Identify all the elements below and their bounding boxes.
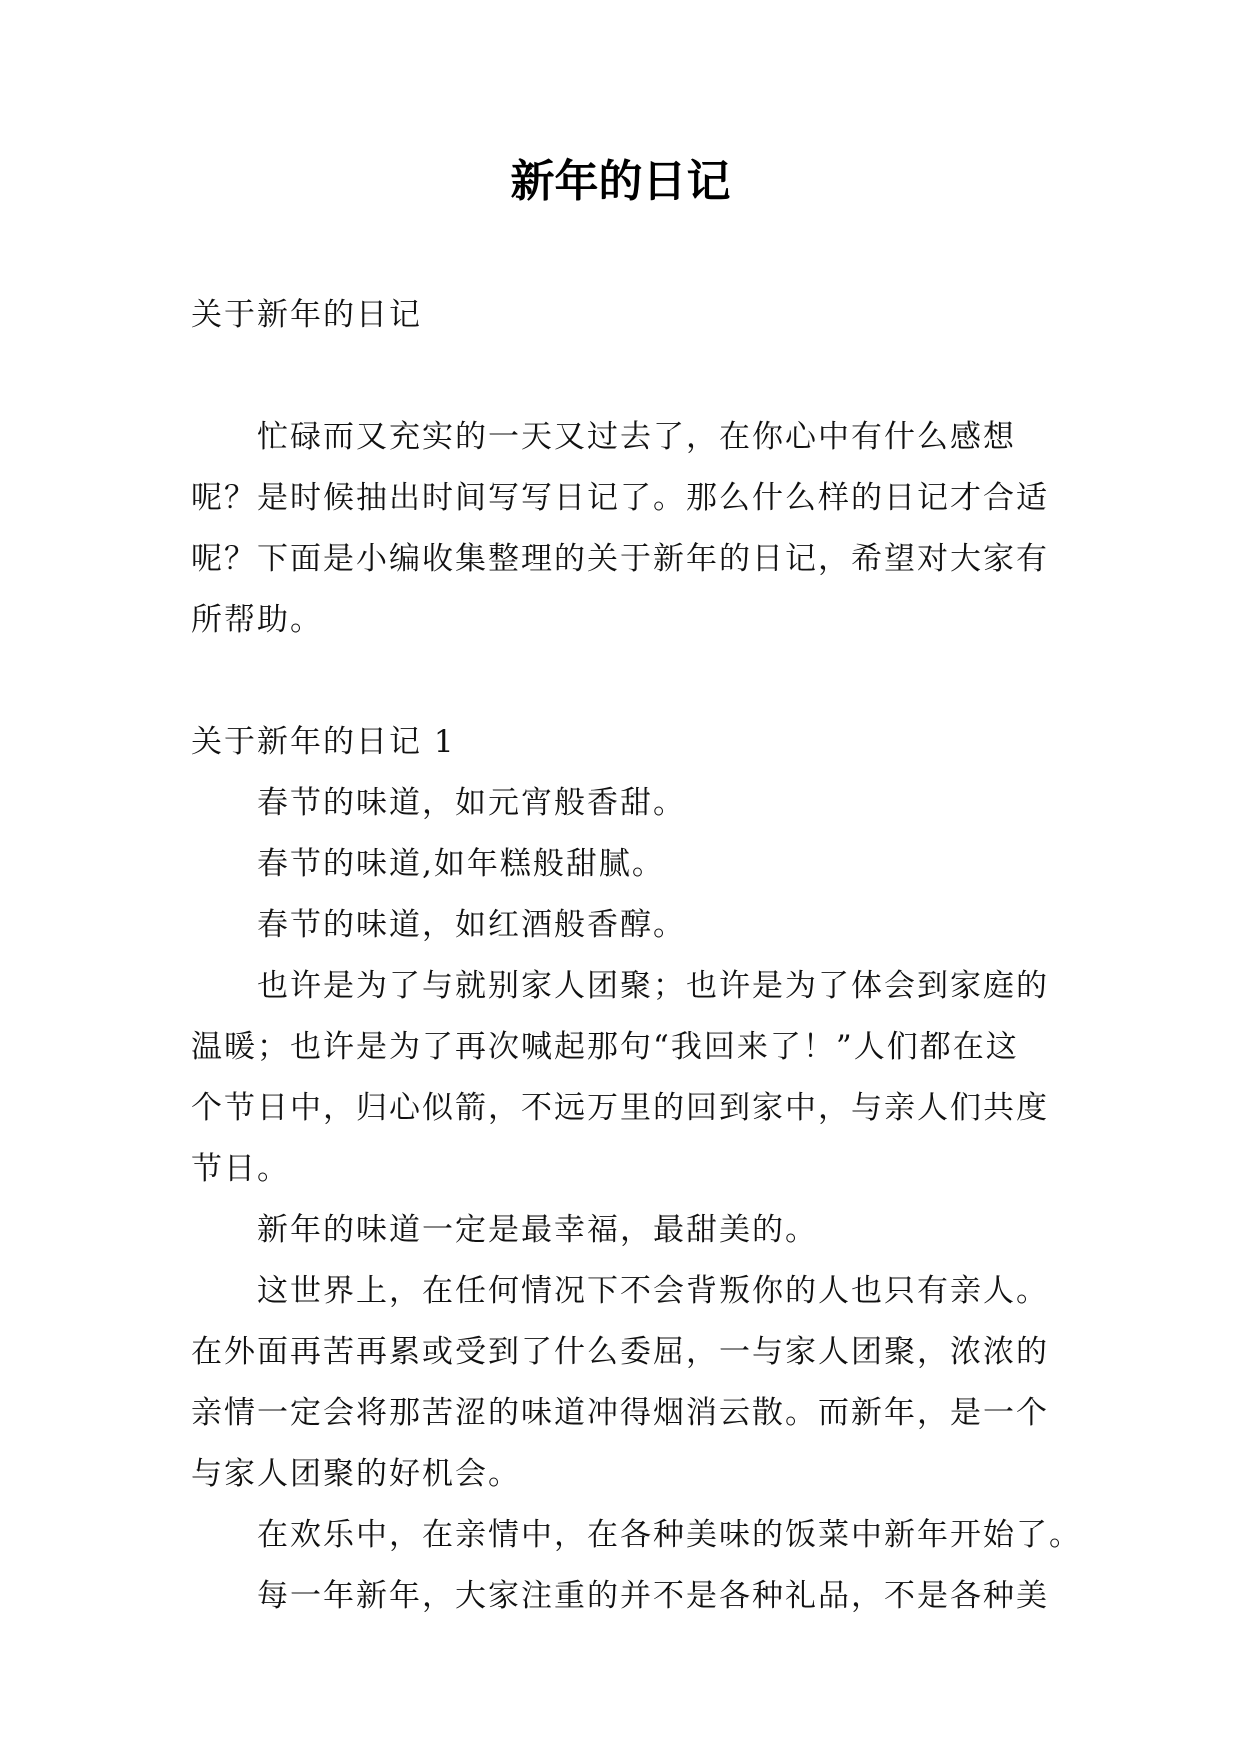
paragraph-line: 温暖；也许是为了再次喊起那句“我回来了！”人们都在这: [191, 1029, 1019, 1065]
paragraph-line: 亲情一定会将那苦涩的味道冲得烟消云散。而新年，是一个: [191, 1395, 1049, 1431]
paragraph-line: 个节日中，归心似箭，不远万里的回到家中，与亲人们共度: [191, 1090, 1049, 1126]
paragraph-spacer: [191, 651, 1053, 712]
intro-line: 呢？下面是小编收集整理的关于新年的日记，希望对大家有: [191, 541, 1049, 577]
paragraph-line: 这世界上，在任何情况下不会背叛你的人也只有亲人。: [257, 1273, 1049, 1309]
intro-line: 忙碌而又充实的一天又过去了，在你心中有什么感想: [257, 419, 1016, 455]
paragraph-line: 春节的味道,如年糕般甜腻。: [257, 846, 665, 882]
paragraph-line: 每一年新年，大家注重的并不是各种礼品，不是各种美: [257, 1578, 1049, 1614]
paragraph-line: 在外面再苦再累或受到了什么委屈，一与家人团聚，浓浓的: [191, 1334, 1049, 1370]
paragraph-line: 春节的味道，如红酒般香醇。: [257, 907, 686, 943]
paragraph-spacer: [191, 346, 1053, 407]
document-title: 新年的日记: [510, 156, 731, 207]
paragraph-line: 新年的味道一定是最幸福，最甜美的。: [257, 1212, 818, 1248]
paragraph-line: 与家人团聚的好机会。: [191, 1456, 521, 1492]
paragraph-line: 也许是为了与就别家人团聚；也许是为了体会到家庭的: [257, 968, 1049, 1004]
document-subtitle: 关于新年的日记: [191, 297, 422, 333]
document-body: [191, 285, 1082, 1627]
section-heading: 关于新年的日记 1: [191, 724, 456, 760]
intro-line: 呢？是时候抽出时间写写日记了。那么什么样的日记才合适: [191, 480, 1049, 516]
intro-line: 所帮助。: [191, 602, 323, 638]
paragraph-line: 在欢乐中，在亲情中，在各种美味的饭菜中新年开始了。: [257, 1517, 1082, 1553]
paragraph-line: 春节的味道，如元宵般香甜。: [257, 785, 686, 821]
paragraph-line: 节日。: [191, 1151, 290, 1187]
